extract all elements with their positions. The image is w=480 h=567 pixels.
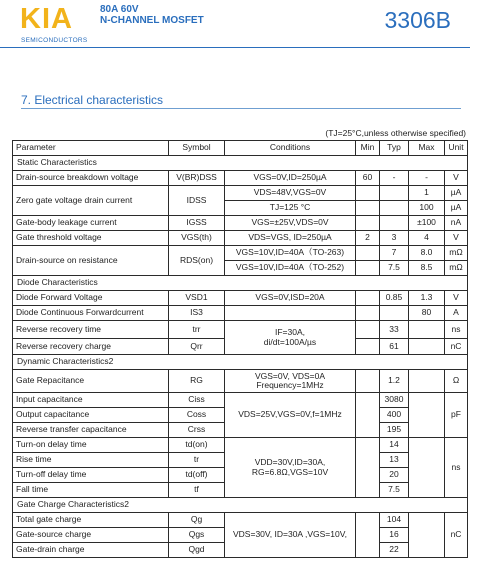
- param-cell: Reverse recovery time: [13, 321, 169, 339]
- param-cell: Reverse recovery charge: [13, 339, 169, 355]
- symbol-cell: tr: [169, 453, 225, 468]
- symbol-cell: VSD1: [169, 291, 225, 306]
- conditions-cell: VGS=0V,ISD=20A: [225, 291, 356, 306]
- unit-cell: mΩ: [445, 246, 468, 261]
- unit-cell: ns: [445, 438, 468, 498]
- unit-cell: V: [445, 231, 468, 246]
- conditions-cell: VGS=±25V,VDS=0V: [225, 216, 356, 231]
- typ-cell: 16: [380, 528, 409, 543]
- table-header-row: [13, 141, 468, 156]
- typ-cell: [380, 216, 409, 231]
- symbol-cell: VGS(th): [169, 231, 225, 246]
- param-cell: Gate-drain charge: [13, 543, 169, 558]
- max-cell: 8.0: [409, 246, 445, 261]
- section-row: [13, 156, 468, 171]
- table-row: [13, 306, 468, 321]
- param-cell: Fall time: [13, 483, 169, 498]
- conditions-cell: VDS=30V, ID=30A ,VGS=10V,: [225, 513, 356, 558]
- section-diode: Diode Characteristics: [13, 276, 468, 291]
- param-cell: Gate-body leakage current: [13, 216, 169, 231]
- header-max: Max: [409, 141, 445, 156]
- section-dynamic: Dynamic Characteristics2: [13, 355, 468, 370]
- max-cell: 80: [409, 306, 445, 321]
- product-type: N-CHANNEL MOSFET: [100, 15, 204, 26]
- max-cell: [409, 438, 445, 498]
- typ-cell: 22: [380, 543, 409, 558]
- param-cell: Output capacitance: [13, 408, 169, 423]
- typ-cell: 33: [380, 321, 409, 339]
- unit-cell: nA: [445, 216, 468, 231]
- conditions-cell: [225, 370, 356, 393]
- typ-cell: 195: [380, 423, 409, 438]
- typ-cell: 61: [380, 339, 409, 355]
- min-cell: 60: [356, 171, 380, 186]
- section-row: [13, 276, 468, 291]
- typ-cell: 7: [380, 246, 409, 261]
- min-cell: 2: [356, 231, 380, 246]
- unit-cell: nC: [445, 339, 468, 355]
- min-cell: [356, 216, 380, 231]
- symbol-cell: IDSS: [169, 186, 225, 216]
- max-cell: 1: [409, 186, 445, 201]
- typ-cell: [380, 186, 409, 201]
- table-row: [13, 291, 468, 306]
- min-cell: [356, 186, 380, 201]
- conditions-cell: [225, 438, 356, 498]
- header-divider: [0, 47, 470, 48]
- min-cell: [356, 246, 380, 261]
- max-cell: 4: [409, 231, 445, 246]
- typ-cell: 7.5: [380, 261, 409, 276]
- symbol-cell: RG: [169, 370, 225, 393]
- header-conditions: Conditions: [225, 141, 356, 156]
- conditions-cell: VDS=VGS, ID=250µA: [225, 231, 356, 246]
- condition-line: RG=6.8Ω,VGS=10V: [251, 466, 329, 477]
- param-cell: Diode Continuous Forwardcurrent: [13, 306, 169, 321]
- symbol-cell: Qgd: [169, 543, 225, 558]
- typ-cell: -: [380, 171, 409, 186]
- section-row: [13, 355, 468, 370]
- symbol-cell: Crss: [169, 423, 225, 438]
- conditions-cell: [225, 321, 356, 355]
- typ-cell: 20: [380, 468, 409, 483]
- max-cell: [409, 370, 445, 393]
- min-cell: [356, 201, 380, 216]
- table-row: [13, 231, 468, 246]
- table-row: [13, 321, 468, 339]
- typ-cell: 3080: [380, 393, 409, 408]
- symbol-cell: IGSS: [169, 216, 225, 231]
- param-cell: Turn-off delay time: [13, 468, 169, 483]
- header-parameter: Parameter: [13, 141, 169, 156]
- min-cell: [356, 438, 380, 498]
- max-cell: [409, 393, 445, 438]
- max-cell: ±100: [409, 216, 445, 231]
- conditions-cell: VGS=0V,ID=250µA: [225, 171, 356, 186]
- unit-cell: µA: [445, 201, 468, 216]
- conditions-cell: VGS=10V,ID=40A（TO-263): [225, 246, 356, 261]
- param-cell: Gate threshold voltage: [13, 231, 169, 246]
- symbol-cell: V(BR)DSS: [169, 171, 225, 186]
- param-cell: Drain-source breakdown voltage: [13, 171, 169, 186]
- symbol-cell: Qrr: [169, 339, 225, 355]
- symbol-cell: tf: [169, 483, 225, 498]
- min-cell: [356, 370, 380, 393]
- conditions-note: (TJ=25°C,unless otherwise specified): [325, 128, 466, 138]
- header-symbol: Symbol: [169, 141, 225, 156]
- param-cell: Zero gate voltage drain current: [13, 186, 169, 216]
- symbol-cell: Qgs: [169, 528, 225, 543]
- conditions-cell: TJ=125 °C: [225, 201, 356, 216]
- part-number: 3306B: [384, 7, 451, 33]
- min-cell: [356, 291, 380, 306]
- min-cell: [356, 261, 380, 276]
- min-cell: [356, 339, 380, 355]
- typ-cell: 104: [380, 513, 409, 528]
- logo-subtitle: SEMICONDUCTORS: [21, 37, 88, 44]
- unit-cell: nC: [445, 513, 468, 558]
- max-cell: -: [409, 171, 445, 186]
- unit-cell: A: [445, 306, 468, 321]
- min-cell: [356, 393, 380, 438]
- product-rating: 80A 60V: [100, 4, 139, 15]
- max-cell: [409, 513, 445, 558]
- unit-cell: Ω: [445, 370, 468, 393]
- param-cell: Input capacitance: [13, 393, 169, 408]
- typ-cell: 400: [380, 408, 409, 423]
- header-unit: Unit: [445, 141, 468, 156]
- unit-cell: V: [445, 171, 468, 186]
- table-row: [13, 171, 468, 186]
- param-cell: Reverse transfer capacitance: [13, 423, 169, 438]
- min-cell: [356, 513, 380, 558]
- symbol-cell: Coss: [169, 408, 225, 423]
- section-title: 7. Electrical characteristics: [21, 93, 164, 107]
- conditions-cell: [225, 306, 356, 321]
- condition-line: Frequency=1MHz: [256, 380, 324, 390]
- kia-logo: KIA: [20, 3, 73, 35]
- symbol-cell: td(off): [169, 468, 225, 483]
- section-underline: [21, 108, 461, 109]
- max-cell: 100: [409, 201, 445, 216]
- conditions-cell: VDS=25V,VGS=0V,f=1MHz: [225, 393, 356, 438]
- max-cell: [409, 339, 445, 355]
- unit-cell: µA: [445, 186, 468, 201]
- section-gate-charge: Gate Charge Characteristics2: [13, 498, 468, 513]
- table-row: [13, 513, 468, 528]
- typ-cell: [380, 306, 409, 321]
- typ-cell: 3: [380, 231, 409, 246]
- param-cell: Gate-source charge: [13, 528, 169, 543]
- electrical-characteristics-table: [12, 140, 468, 558]
- max-cell: 8.5: [409, 261, 445, 276]
- min-cell: [356, 306, 380, 321]
- typ-cell: 7.5: [380, 483, 409, 498]
- table-row: [13, 370, 468, 393]
- condition-line: di/dt=100A/µs: [263, 336, 317, 347]
- table-row: [13, 186, 468, 201]
- symbol-cell: trr: [169, 321, 225, 339]
- param-cell: Gate Repacitance: [13, 370, 169, 393]
- param-cell: Total gate charge: [13, 513, 169, 528]
- max-cell: [409, 321, 445, 339]
- symbol-cell: Ciss: [169, 393, 225, 408]
- condition-line: VGS=0V, VDS=0A: [254, 370, 326, 381]
- condition-line: IF=30A,: [274, 327, 305, 337]
- param-cell: Diode Forward Voltage: [13, 291, 169, 306]
- param-cell: Rise time: [13, 453, 169, 468]
- unit-cell: ns: [445, 321, 468, 339]
- symbol-cell: td(on): [169, 438, 225, 453]
- typ-cell: 1.2: [380, 370, 409, 393]
- header-typ: Typ: [380, 141, 409, 156]
- unit-cell: V: [445, 291, 468, 306]
- param-cell: Turn-on delay time: [13, 438, 169, 453]
- min-cell: [356, 321, 380, 339]
- table-row: [13, 246, 468, 261]
- table-row: [13, 216, 468, 231]
- typ-cell: 13: [380, 453, 409, 468]
- conditions-cell: VDS=48V,VGS=0V: [225, 186, 356, 201]
- condition-line: VDD=30V,ID=30A,: [254, 457, 326, 467]
- section-row: [13, 498, 468, 513]
- table-row: [13, 438, 468, 453]
- conditions-cell: VGS=10V,ID=40A（TO-252): [225, 261, 356, 276]
- table-row: [13, 393, 468, 408]
- max-cell: 1.3: [409, 291, 445, 306]
- symbol-cell: RDS(on): [169, 246, 225, 276]
- unit-cell: mΩ: [445, 261, 468, 276]
- symbol-cell: Qg: [169, 513, 225, 528]
- typ-cell: 14: [380, 438, 409, 453]
- typ-cell: [380, 201, 409, 216]
- param-cell: Drain-source on resistance: [13, 246, 169, 276]
- symbol-cell: IS3: [169, 306, 225, 321]
- header-min: Min: [356, 141, 380, 156]
- section-static: Static Characteristics: [13, 156, 468, 171]
- unit-cell: pF: [445, 393, 468, 438]
- typ-cell: 0.85: [380, 291, 409, 306]
